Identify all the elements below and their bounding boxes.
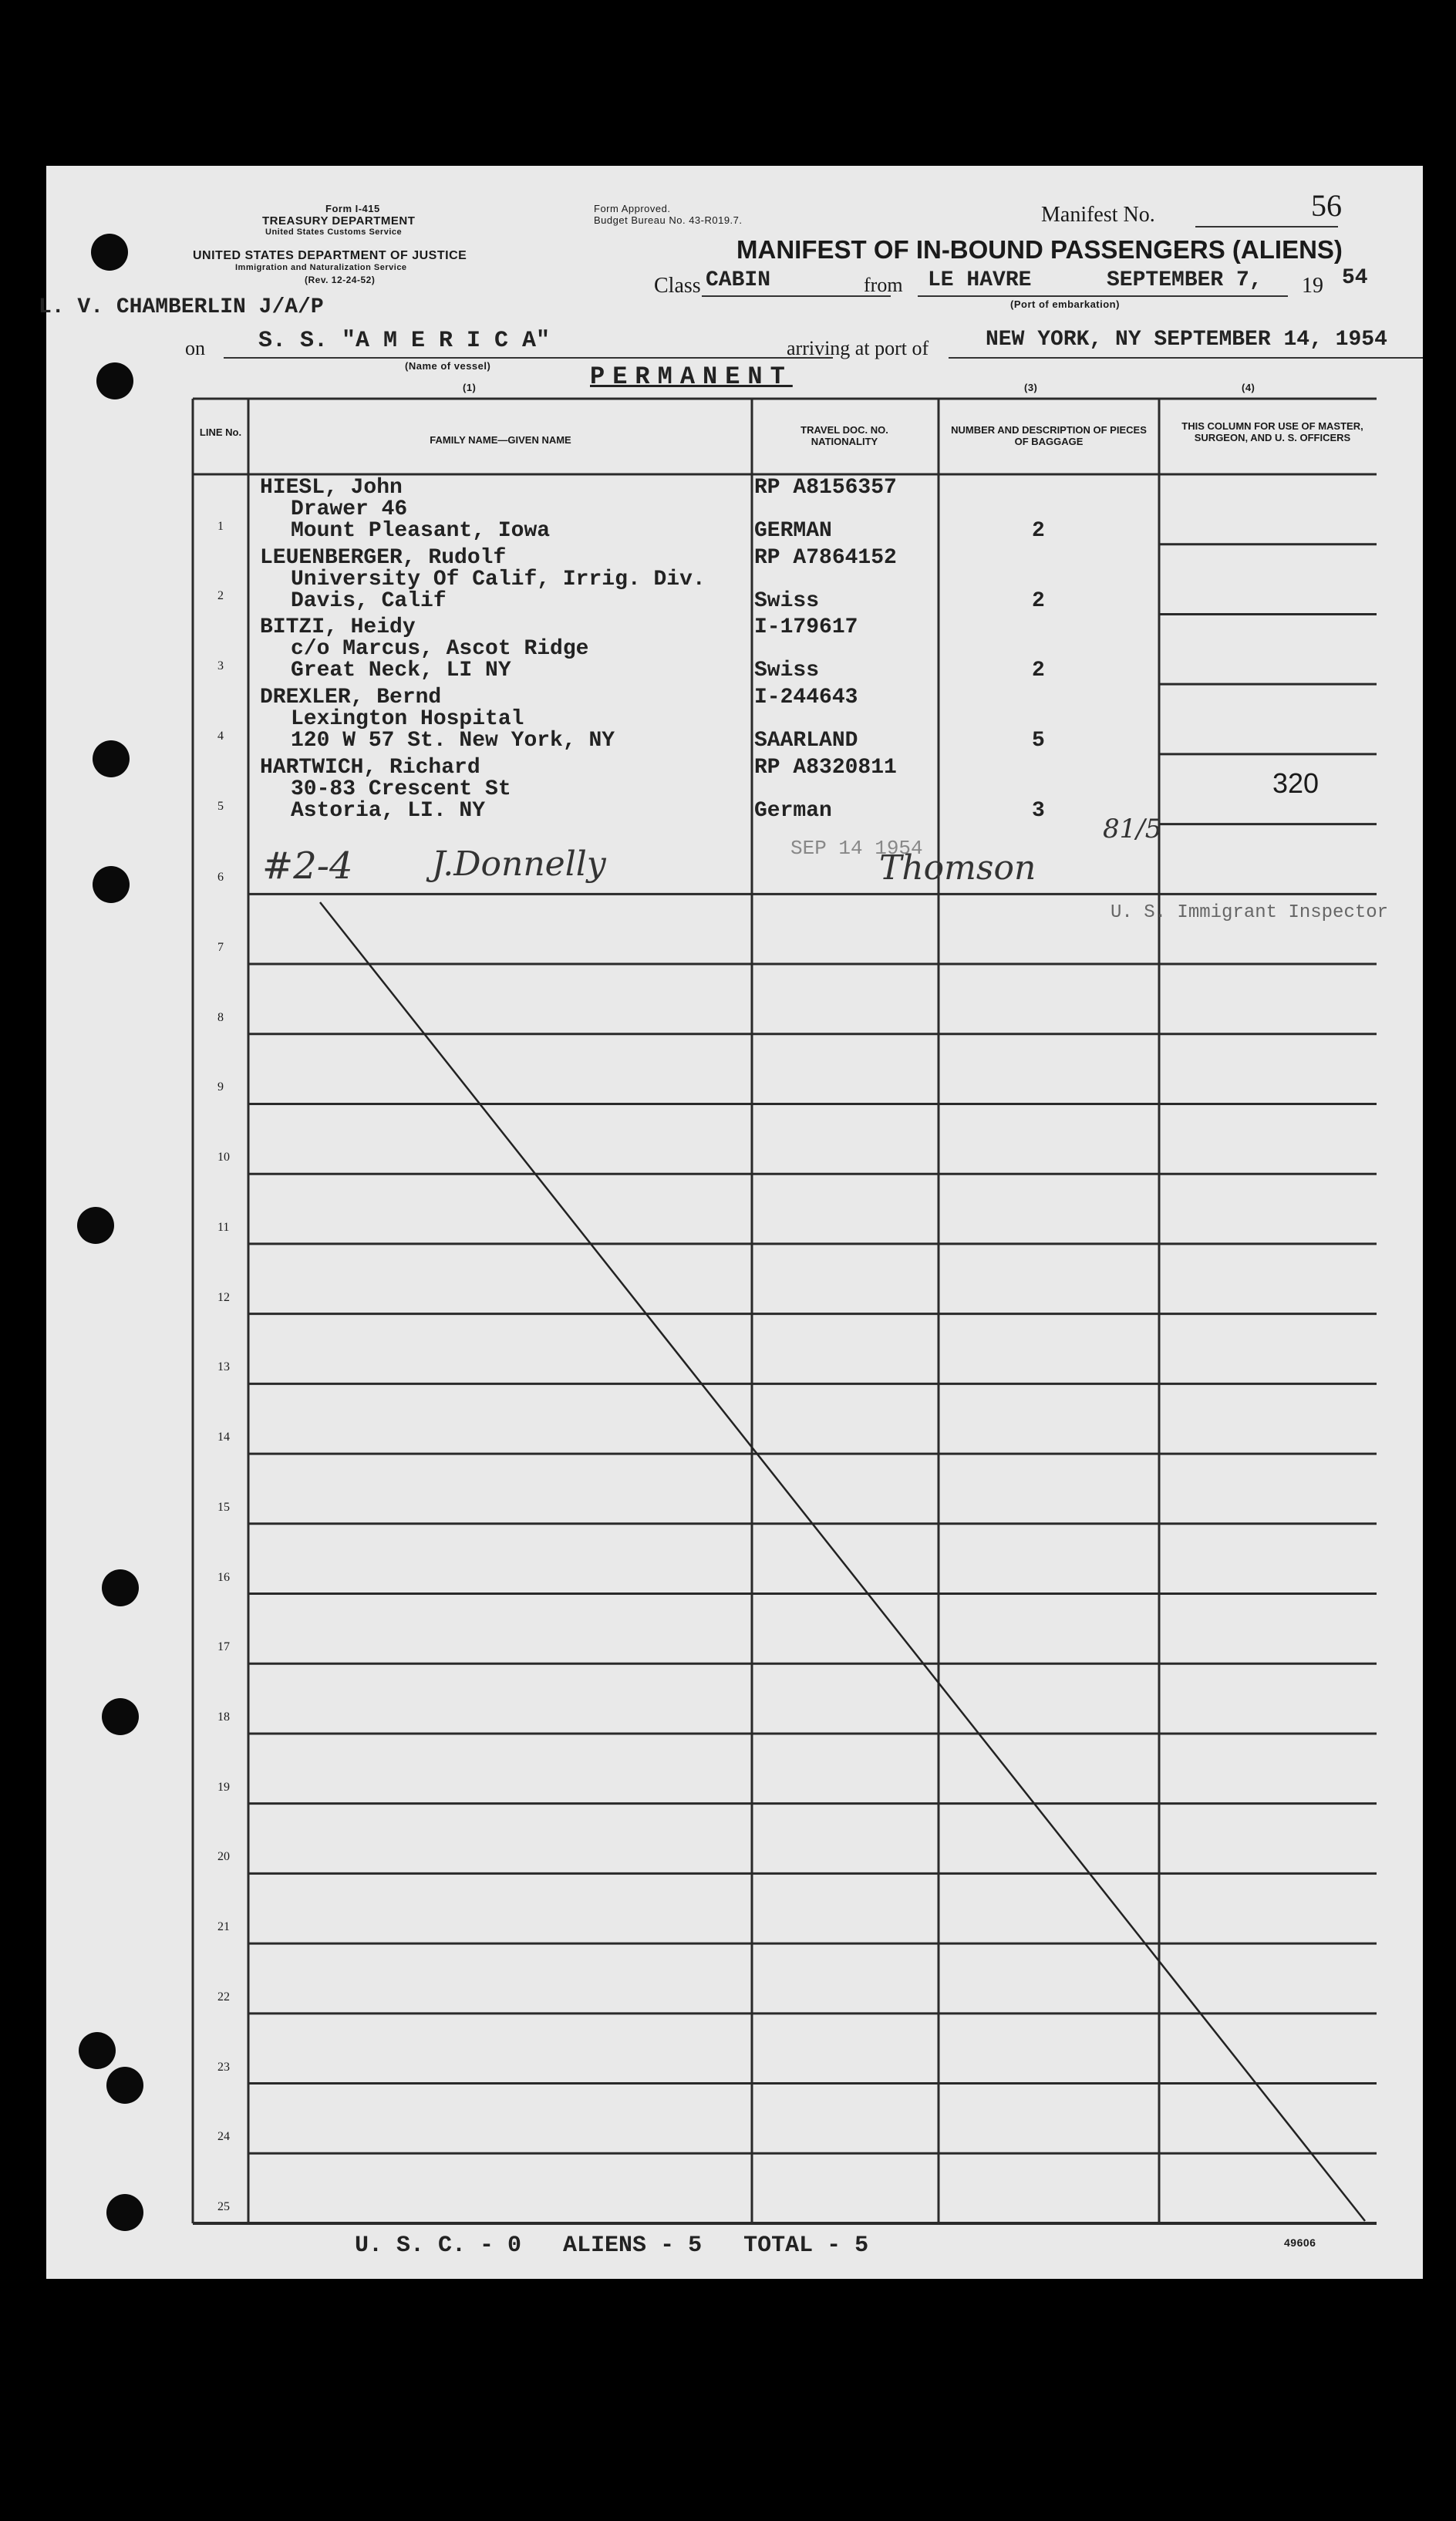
agent-line: L. V. CHAMBERLIN J/A/P — [39, 295, 324, 319]
passenger-name: BITZI, Heidy — [260, 615, 416, 640]
manifest-page — [39, 166, 1423, 2279]
line-number: 24 — [217, 2130, 230, 2144]
line-number: 13 — [217, 1360, 230, 1374]
passenger-name: DREXLER, Bernd — [260, 686, 442, 710]
line-number: 2 — [217, 589, 224, 603]
line-number: 15 — [217, 1500, 230, 1514]
doj-label: UNITED STATES DEPARTMENT OF JUSTICE — [193, 249, 467, 262]
passenger-address-2: Mount Pleasant, Iowa — [291, 519, 551, 543]
customs-service: United States Customs Service — [265, 227, 403, 237]
baggage-count: 2 — [1032, 519, 1045, 543]
vessel-name: S. S. "A M E R I C A" — [258, 328, 551, 354]
line-number: 1 — [217, 519, 224, 533]
col-header-name: FAMILY NAME—GIVEN NAME — [430, 434, 571, 446]
line-number: 7 — [217, 941, 224, 955]
nationality: Swiss — [754, 659, 820, 683]
passenger-address-2: 120 W 57 St. New York, NY — [291, 729, 615, 753]
passenger-name: LEUENBERGER, Rudolf — [260, 545, 507, 570]
approval-label: Form Approved. — [594, 203, 671, 214]
line-number: 11 — [217, 1220, 230, 1234]
from-port: LE HAVRE — [928, 268, 1032, 292]
line-number: 5 — [217, 799, 224, 813]
class-label: Class — [654, 274, 701, 298]
col-header-baggage: NUMBER AND DESCRIPTION OF PIECES OF BAGGAGE — [951, 424, 1147, 447]
manifest-number: 56 — [1311, 188, 1342, 223]
line-number: 10 — [217, 1151, 230, 1164]
year-prefix: 19 — [1302, 274, 1323, 298]
form-number: Form I-415 — [325, 203, 380, 214]
line-number: 4 — [217, 729, 224, 743]
arriving-label: arriving at port of — [787, 337, 929, 359]
line-number: 20 — [217, 1850, 230, 1864]
col-number-1: (1) — [463, 382, 477, 393]
handwritten-code: 81/5 — [1103, 814, 1162, 844]
line-number: 9 — [217, 1080, 224, 1094]
passenger-address-2: Davis, Calif — [291, 588, 447, 613]
port-caption: (Port of embarkation) — [1010, 298, 1120, 310]
line-number: 6 — [217, 871, 224, 885]
passenger-address-1: Drawer 46 — [291, 497, 408, 521]
manifest-no-label: Manifest No. — [1041, 203, 1155, 227]
line-number: 18 — [217, 1710, 230, 1724]
passenger-address-1: c/o Marcus, Ascot Ridge — [291, 637, 589, 662]
handwritten-signature: J.Donnelly — [432, 844, 606, 884]
manifest-title: MANIFEST OF IN-BOUND PASSENGERS (ALIENS) — [736, 235, 1343, 264]
nationality: Swiss — [754, 588, 820, 613]
col-number-3: (3) — [1024, 382, 1038, 393]
officer-annotation: 320 — [1272, 767, 1320, 799]
travel-doc-number: RP A8320811 — [754, 755, 897, 780]
on-label: on — [185, 337, 205, 359]
passenger-address-1: Lexington Hospital — [291, 707, 524, 732]
nationality: GERMAN — [754, 519, 832, 543]
from-label: from — [864, 274, 903, 296]
handwritten-note: #2-4 — [262, 844, 353, 888]
line-number: 8 — [217, 1010, 224, 1024]
col-number-4: (4) — [1242, 382, 1255, 393]
line-number: 3 — [217, 659, 224, 673]
passenger-address-1: 30-83 Crescent St — [291, 777, 511, 801]
travel-doc-number: I-179617 — [754, 615, 858, 640]
class-value: CABIN — [706, 268, 771, 292]
line-number: 16 — [217, 1570, 230, 1584]
line-number: 23 — [217, 2060, 230, 2074]
baggage-count: 3 — [1032, 798, 1045, 823]
cancellation-line — [320, 902, 1365, 2221]
travel-doc-number: I-244643 — [754, 686, 858, 710]
ins-label: Immigration and Naturalization Service — [235, 263, 407, 272]
footer-totals: U. S. C. - 0 ALIENS - 5 TOTAL - 5 — [355, 2233, 869, 2259]
nationality: SAARLAND — [754, 729, 858, 753]
nationality: German — [754, 798, 832, 823]
col-header-officers: THIS COLUMN FOR USE OF MASTER, SURGEON, AND U. S. OFFICERS — [1181, 420, 1363, 443]
baggage-count: 2 — [1032, 588, 1045, 613]
arrival-port-date: NEW YORK, NY SEPTEMBER 14, 1954 — [986, 328, 1387, 352]
line-number: 22 — [217, 1990, 230, 2004]
line-number: 12 — [217, 1290, 230, 1304]
vessel-caption: (Name of vessel) — [405, 360, 491, 372]
line-number: 17 — [217, 1640, 230, 1654]
status-permanent: PERMANENT — [590, 362, 793, 391]
manifest-table-grid — [46, 166, 1423, 2279]
line-number: 14 — [217, 1431, 230, 1444]
year-value: 54 — [1342, 266, 1368, 290]
baggage-count: 2 — [1032, 659, 1045, 683]
departure-date: SEPTEMBER 7, — [1107, 268, 1262, 292]
budget-bureau-label: Budget Bureau No. 43-R019.7. — [594, 214, 743, 226]
travel-doc-number: RP A7864152 — [754, 545, 897, 570]
inspector-stamp: U. S. Immigrant Inspector — [1111, 902, 1389, 923]
passenger-name: HARTWICH, Richard — [260, 755, 480, 780]
passenger-address-2: Astoria, LI. NY — [291, 798, 486, 823]
line-number: 19 — [217, 1780, 230, 1794]
date-stamp: SEP 14 1954 — [790, 837, 923, 860]
inspector-signature: Thomson — [879, 848, 1036, 888]
revision-label: (Rev. 12-24-52) — [305, 275, 376, 285]
treasury-dept: TREASURY DEPARTMENT — [262, 214, 416, 227]
line-number: 25 — [217, 2200, 230, 2213]
baggage-count: 5 — [1032, 729, 1045, 753]
passenger-address-2: Great Neck, LI NY — [291, 659, 511, 683]
line-number: 21 — [217, 1920, 230, 1934]
col-header-line: LINE No. — [199, 426, 242, 438]
col-header-travel: TRAVEL DOC. NO. NATIONALITY — [800, 424, 888, 447]
footer-form-code: 49606 — [1284, 2236, 1316, 2249]
passenger-address-1: University Of Calif, Irrig. Div. — [291, 567, 706, 591]
travel-doc-number: RP A8156357 — [754, 476, 897, 500]
passenger-name: HIESL, John — [260, 476, 403, 500]
